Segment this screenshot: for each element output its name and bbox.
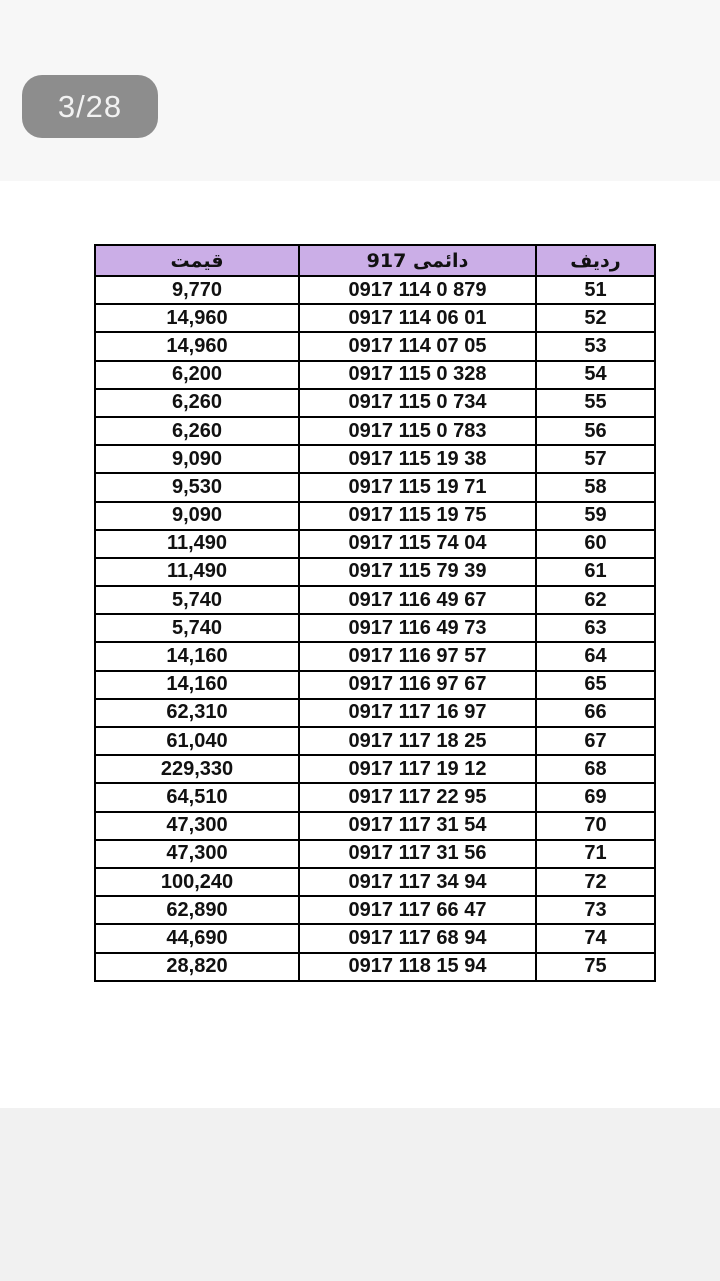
row-number-cell: 67 — [536, 727, 655, 755]
header-price: قیمت — [95, 245, 299, 276]
table-row — [95, 840, 655, 868]
price-cell: 11,490 — [95, 558, 299, 586]
table-row — [95, 896, 655, 924]
phone-number-cell: 0917 116 49 73 — [299, 614, 536, 642]
row-number-cell: 73 — [536, 896, 655, 924]
row-number-cell: 75 — [536, 953, 655, 981]
phone-number-cell: 0917 117 19 12 — [299, 755, 536, 783]
phone-number-cell: 0917 117 34 94 — [299, 868, 536, 896]
phone-number-cell: 0917 118 15 94 — [299, 953, 536, 981]
phone-number-cell: 0917 115 19 71 — [299, 473, 536, 501]
price-cell: 62,890 — [95, 896, 299, 924]
phone-number-cell: 0917 117 31 54 — [299, 812, 536, 840]
price-cell: 5,740 — [95, 614, 299, 642]
row-number-cell: 69 — [536, 783, 655, 811]
table-row — [95, 361, 655, 389]
phone-number-cell: 0917 117 22 95 — [299, 783, 536, 811]
price-cell: 61,040 — [95, 727, 299, 755]
price-cell: 14,160 — [95, 671, 299, 699]
table-row — [95, 812, 655, 840]
table-body — [95, 276, 655, 981]
table-row — [95, 755, 655, 783]
header-row — [95, 245, 655, 276]
table-row — [95, 530, 655, 558]
phone-number-cell: 0917 116 97 57 — [299, 642, 536, 670]
row-number-cell: 65 — [536, 671, 655, 699]
row-number-cell: 62 — [536, 586, 655, 614]
price-cell: 6,260 — [95, 389, 299, 417]
phone-number-cell: 0917 115 79 39 — [299, 558, 536, 586]
row-number-cell: 57 — [536, 445, 655, 473]
table-row — [95, 417, 655, 445]
row-number-cell: 70 — [536, 812, 655, 840]
row-number-cell: 54 — [536, 361, 655, 389]
phone-number-cell: 0917 117 18 25 — [299, 727, 536, 755]
phone-number-cell: 0917 116 49 67 — [299, 586, 536, 614]
price-cell: 6,200 — [95, 361, 299, 389]
row-number-cell: 51 — [536, 276, 655, 304]
row-number-cell: 74 — [536, 924, 655, 952]
table-row — [95, 558, 655, 586]
header-phone-number: دائمی 917 — [299, 245, 536, 276]
price-cell: 11,490 — [95, 530, 299, 558]
phone-number-cell: 0917 115 0 328 — [299, 361, 536, 389]
phone-number-cell: 0917 115 19 38 — [299, 445, 536, 473]
price-cell: 100,240 — [95, 868, 299, 896]
table-row — [95, 642, 655, 670]
price-cell: 14,960 — [95, 304, 299, 332]
row-number-cell: 60 — [536, 530, 655, 558]
table-row — [95, 445, 655, 473]
table-row — [95, 332, 655, 360]
table-row — [95, 727, 655, 755]
price-cell: 5,740 — [95, 586, 299, 614]
row-number-cell: 68 — [536, 755, 655, 783]
table-row — [95, 276, 655, 304]
price-cell: 9,090 — [95, 445, 299, 473]
price-cell: 9,090 — [95, 502, 299, 530]
row-number-cell: 72 — [536, 868, 655, 896]
row-number-cell: 55 — [536, 389, 655, 417]
row-number-cell: 63 — [536, 614, 655, 642]
table-row — [95, 502, 655, 530]
row-number-cell: 71 — [536, 840, 655, 868]
row-number-cell: 53 — [536, 332, 655, 360]
row-number-cell: 56 — [536, 417, 655, 445]
row-number-cell: 64 — [536, 642, 655, 670]
row-number-cell: 58 — [536, 473, 655, 501]
phone-number-cell: 0917 117 16 97 — [299, 699, 536, 727]
table-row — [95, 473, 655, 501]
phone-number-cell: 0917 114 0 879 — [299, 276, 536, 304]
table-row — [95, 304, 655, 332]
phone-number-cell: 0917 117 31 56 — [299, 840, 536, 868]
price-cell: 6,260 — [95, 417, 299, 445]
row-number-cell: 59 — [536, 502, 655, 530]
price-cell: 9,530 — [95, 473, 299, 501]
phone-number-cell: 0917 114 07 05 — [299, 332, 536, 360]
phone-number-cell: 0917 115 0 783 — [299, 417, 536, 445]
phone-number-cell: 0917 117 66 47 — [299, 896, 536, 924]
phone-number-cell: 0917 115 19 75 — [299, 502, 536, 530]
price-cell: 229,330 — [95, 755, 299, 783]
price-cell: 28,820 — [95, 953, 299, 981]
phone-number-cell: 0917 116 97 67 — [299, 671, 536, 699]
table-row — [95, 671, 655, 699]
price-cell: 47,300 — [95, 840, 299, 868]
header-row-number: ردیف — [536, 245, 655, 276]
table-row — [95, 586, 655, 614]
table-row — [95, 924, 655, 952]
price-cell: 62,310 — [95, 699, 299, 727]
document-page-image[interactable] — [0, 181, 720, 1108]
phone-number-cell: 0917 115 0 734 — [299, 389, 536, 417]
price-cell: 44,690 — [95, 924, 299, 952]
phone-number-cell: 0917 117 68 94 — [299, 924, 536, 952]
price-cell: 14,960 — [95, 332, 299, 360]
row-number-cell: 52 — [536, 304, 655, 332]
row-number-cell: 61 — [536, 558, 655, 586]
price-cell: 47,300 — [95, 812, 299, 840]
price-cell: 64,510 — [95, 783, 299, 811]
price-cell: 14,160 — [95, 642, 299, 670]
price-cell: 9,770 — [95, 276, 299, 304]
table-row — [95, 614, 655, 642]
row-number-cell: 66 — [536, 699, 655, 727]
table-row — [95, 953, 655, 981]
phone-number-cell: 0917 115 74 04 — [299, 530, 536, 558]
price-table-header — [95, 245, 655, 276]
phone-number-cell: 0917 114 06 01 — [299, 304, 536, 332]
table-row — [95, 699, 655, 727]
table-row — [95, 389, 655, 417]
table-row — [95, 783, 655, 811]
table-row — [95, 868, 655, 896]
page-counter-badge: 3/28 — [22, 75, 158, 138]
bottom-background-strip — [0, 1108, 720, 1281]
price-table — [94, 244, 656, 982]
